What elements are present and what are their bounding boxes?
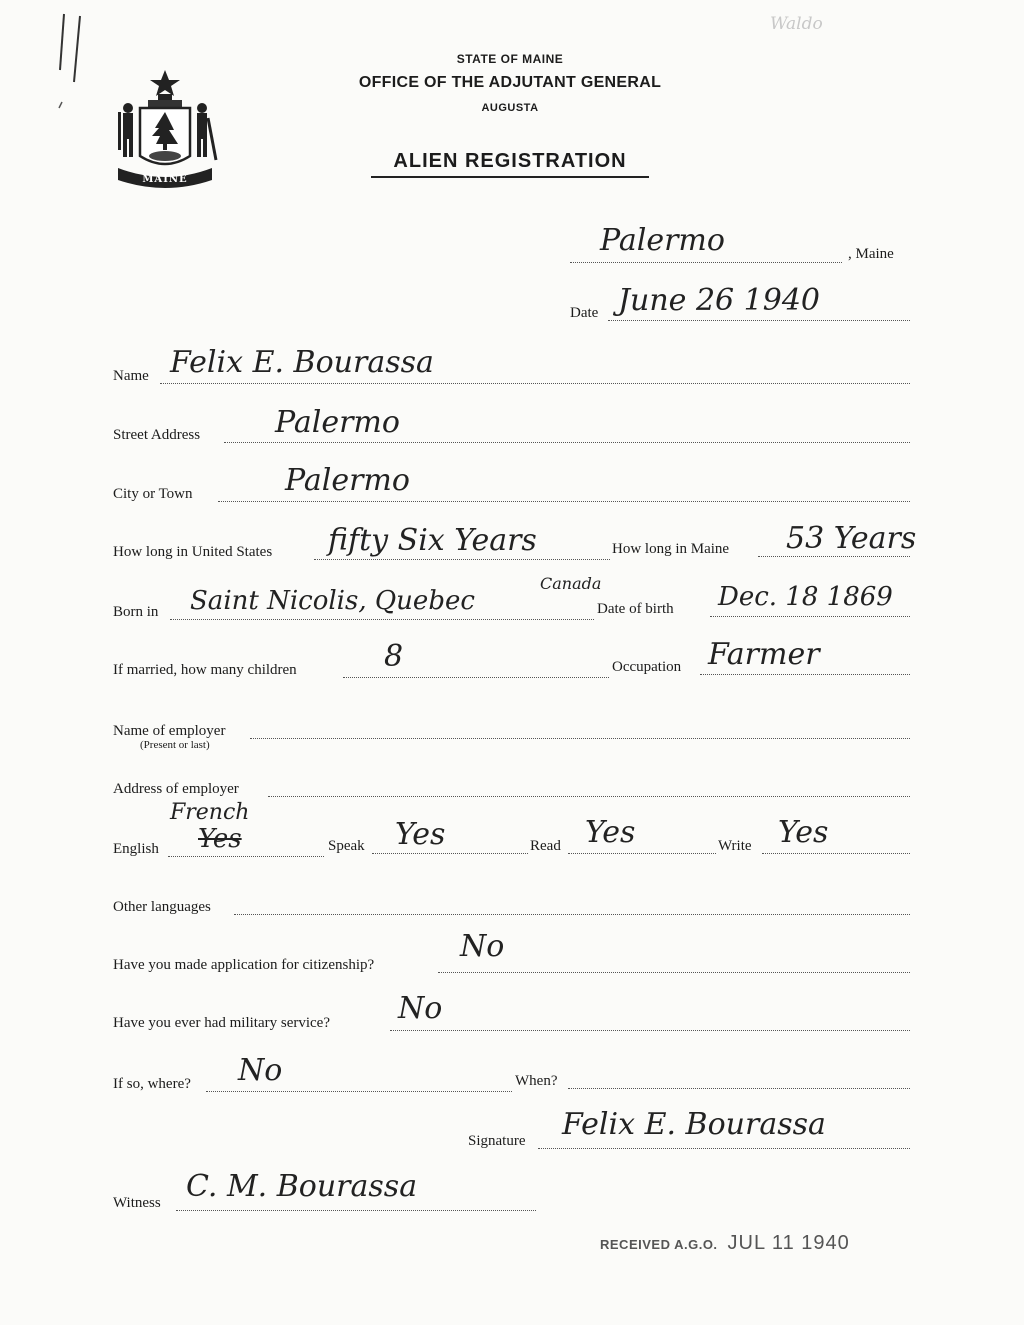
citizenship-value: No	[460, 929, 505, 964]
employer-label: Name of employer	[113, 723, 226, 739]
city-value: Palermo	[285, 463, 410, 498]
speak-value: Yes	[395, 817, 446, 852]
title-underline	[371, 176, 649, 178]
seal-banner-text: MAINE	[142, 174, 188, 185]
date-label: Date	[570, 305, 599, 321]
town-line	[570, 262, 842, 263]
if-so-where-line	[206, 1091, 512, 1092]
maine-state-seal	[110, 68, 220, 193]
archive-pencil-note: Waldo	[770, 14, 823, 34]
read-value: Yes	[585, 815, 636, 850]
children-line	[343, 677, 609, 678]
employer-address-label: Address of employer	[113, 781, 239, 797]
english-struck-value: Yes	[198, 824, 242, 854]
citizenship-label: Have you made application for citizenship?	[113, 957, 375, 973]
employer-sublabel: (Present or last)	[140, 739, 210, 751]
how-long-maine-line	[758, 556, 910, 557]
occupation-value: Farmer	[708, 637, 820, 672]
occupation-label: Occupation	[612, 659, 682, 675]
street-label: Street Address	[113, 427, 201, 443]
received-stamp	[600, 1232, 850, 1255]
english-line	[168, 856, 324, 857]
street-line	[224, 442, 910, 443]
when-label: When?	[515, 1073, 558, 1089]
military-value: No	[398, 991, 443, 1026]
date-of-birth-value: Dec. 18 1869	[718, 582, 893, 612]
name-line	[160, 383, 910, 384]
signature-value: Felix E. Bourassa	[562, 1107, 826, 1142]
how-long-maine-value: 53 Years	[786, 521, 917, 556]
citizenship-line	[438, 972, 910, 973]
employer-address-line	[268, 796, 910, 797]
speak-line	[372, 853, 528, 854]
office-heading: OFFICE OF THE ADJUTANT GENERAL	[358, 74, 662, 91]
name-label: Name	[113, 368, 149, 384]
date-of-birth-label: Date of birth	[597, 601, 674, 617]
children-value: 8	[384, 639, 404, 674]
maine-label: , Maine	[848, 246, 894, 262]
speak-label: Speak	[328, 838, 365, 854]
state-heading: STATE OF MAINE	[456, 52, 564, 66]
town-value: Palermo	[600, 223, 725, 258]
born-in-value: Saint Nicolis, Quebec	[190, 586, 475, 616]
signature-label: Signature	[468, 1133, 526, 1149]
write-label: Write	[718, 838, 752, 854]
city-label: City or Town	[113, 486, 193, 502]
signature-line	[538, 1148, 910, 1149]
form-title: ALIEN REGISTRATION	[393, 150, 627, 172]
witness-label: Witness	[113, 1195, 161, 1211]
military-label: Have you ever had military service?	[113, 1015, 330, 1031]
occupation-line	[700, 674, 910, 675]
stamp-date: JUL 11 1940	[727, 1232, 850, 1254]
write-value: Yes	[778, 815, 829, 850]
how-long-us-label: How long in United States	[113, 544, 273, 560]
stamp-received-text: RECEIVED A.G.O.	[600, 1237, 718, 1252]
born-in-line	[170, 619, 594, 620]
witness-line	[176, 1210, 536, 1211]
how-long-us-line	[314, 559, 610, 560]
other-languages-line	[234, 914, 910, 915]
name-value: Felix E. Bourassa	[170, 345, 434, 380]
date-value: June 26 1940	[618, 283, 821, 318]
city-heading: AUGUSTA	[481, 102, 539, 114]
witness-value: C. M. Bourassa	[186, 1169, 418, 1204]
born-in-country-value: Canada	[540, 574, 602, 593]
if-so-where-value: No	[238, 1053, 283, 1088]
date-of-birth-line	[710, 616, 910, 617]
born-in-label: Born in	[113, 604, 159, 620]
margin-pen-marks	[50, 10, 90, 120]
military-line	[390, 1030, 910, 1031]
if-so-where-label: If so, where?	[113, 1076, 191, 1092]
street-value: Palermo	[275, 405, 400, 440]
how-long-us-value: fifty Six Years	[328, 523, 537, 558]
other-languages-label: Other languages	[113, 899, 211, 915]
read-label: Read	[530, 838, 561, 854]
children-label: If married, how many children	[113, 662, 297, 678]
english-above-value: French	[170, 800, 250, 825]
english-label: English	[113, 841, 159, 857]
date-line	[608, 320, 910, 321]
when-line	[568, 1088, 910, 1089]
city-line	[218, 501, 910, 502]
employer-line	[250, 738, 910, 739]
how-long-maine-label: How long in Maine	[612, 541, 730, 557]
read-line	[568, 853, 716, 854]
write-line	[762, 853, 910, 854]
